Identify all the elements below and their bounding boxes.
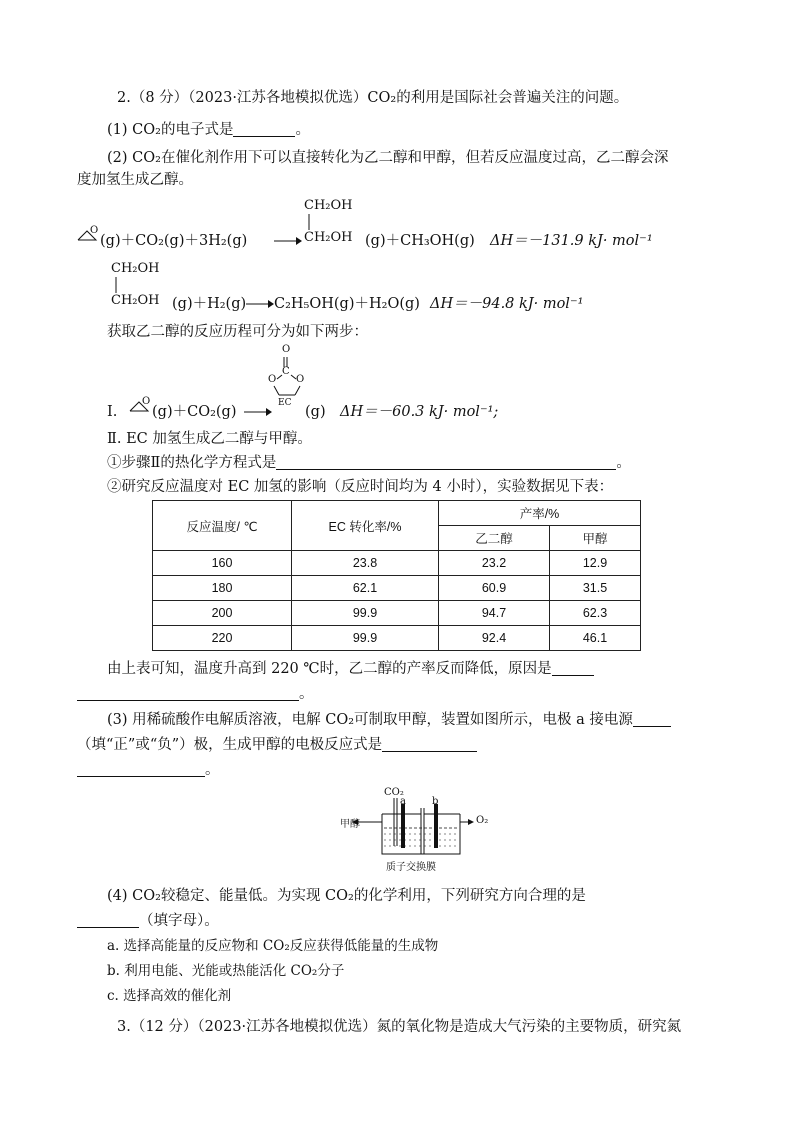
eq1-glycol-top: CH₂OH bbox=[304, 198, 353, 213]
q2-part4-line1: (4) CO₂较稳定、能量低。为实现 CO₂的化学利用，下列研究方向合理的是 bbox=[107, 888, 586, 904]
step1-label: Ⅰ. bbox=[107, 404, 118, 420]
table-cell: 31.5 bbox=[550, 576, 641, 601]
epoxide-o-label: O bbox=[142, 396, 151, 407]
step2: Ⅱ. EC 加氢生成乙二醇与甲醇。 bbox=[107, 431, 312, 447]
eq1-glycol-bottom: CH₂OH bbox=[304, 230, 353, 245]
eq1-rhs: (g)＋CH₃OH(g) bbox=[365, 233, 475, 249]
question-b: ②研究反应温度对 EC 加氢的影响（反应时间均为 4 小时），实验数据见下表： bbox=[107, 479, 614, 495]
conclusion bbox=[107, 659, 594, 679]
fig-electrode-a: a bbox=[400, 796, 406, 807]
table-cell: 62.1 bbox=[292, 576, 439, 601]
table-cell: 99.9 bbox=[292, 626, 439, 651]
fig-electrode-b: b bbox=[432, 796, 439, 807]
bond-line bbox=[114, 277, 118, 293]
table-cell: 99.9 bbox=[292, 601, 439, 626]
ec-o-right: O bbox=[296, 374, 305, 385]
period: 。 bbox=[205, 762, 220, 778]
q2-part3-line2 bbox=[77, 735, 477, 755]
answer-blank[interactable] bbox=[233, 122, 295, 137]
fig-o2-label: O₂ bbox=[476, 815, 489, 826]
option-c: c. 选择高效的催化剂 bbox=[107, 988, 232, 1004]
question-a bbox=[107, 453, 631, 473]
eq1-lhs: (g)＋CO₂(g)＋3H₂(g) bbox=[100, 233, 248, 249]
answer-blank[interactable] bbox=[633, 712, 671, 727]
option-b: b. 利用电能、光能或热能活化 CO₂分子 bbox=[107, 963, 345, 979]
reaction-arrow-icon bbox=[272, 235, 302, 247]
part3-text-2: （填“正”或“负”）极，生成甲醇的电极反应式是 bbox=[77, 737, 383, 753]
q2-part3-line3 bbox=[77, 760, 220, 780]
ec-label: EC bbox=[278, 398, 292, 408]
fig-co2-label: CO₂ bbox=[384, 787, 404, 798]
table-cell: 92.4 bbox=[439, 626, 550, 651]
table-cell: 12.9 bbox=[550, 551, 641, 576]
table-cell: 160 bbox=[153, 551, 292, 576]
step1-rhs: (g) bbox=[305, 404, 326, 420]
eq2-glycol-top: CH₂OH bbox=[111, 261, 160, 276]
answer-blank[interactable] bbox=[382, 737, 477, 752]
table-row bbox=[153, 551, 641, 576]
epoxide-o-label: O bbox=[90, 225, 99, 236]
q2-header: 2.（8 分）（2023·江苏各地模拟优选）CO₂的利用是国际社会普遍关注的问题。 bbox=[117, 90, 629, 106]
table-cell: 60.9 bbox=[439, 576, 550, 601]
answer-blank[interactable] bbox=[77, 913, 139, 928]
fig-methanol-label: 甲醇 bbox=[340, 819, 360, 830]
header-glycol: 乙二醇 bbox=[439, 526, 550, 551]
eq2-rhs: (g)＋H₂(g) bbox=[172, 296, 247, 312]
bond-line bbox=[307, 214, 311, 230]
table-cell: 23.2 bbox=[439, 551, 550, 576]
table-row bbox=[153, 601, 641, 626]
answer-blank[interactable] bbox=[77, 762, 205, 777]
reaction-arrow-icon bbox=[244, 298, 274, 310]
period: 。 bbox=[299, 686, 314, 702]
table-cell: 200 bbox=[153, 601, 292, 626]
table-cell: 23.8 bbox=[292, 551, 439, 576]
ec-o-left: O bbox=[268, 374, 277, 385]
header-temp: 反应温度/ ℃ bbox=[153, 501, 292, 551]
ec-o-top: O bbox=[282, 344, 291, 355]
answer-blank[interactable] bbox=[77, 686, 299, 701]
answer-blank[interactable] bbox=[552, 661, 594, 676]
header-methanol: 甲醇 bbox=[550, 526, 641, 551]
period: 。 bbox=[616, 455, 631, 471]
q2-part4-line2 bbox=[77, 911, 219, 931]
q2-part1 bbox=[107, 120, 310, 140]
header-yield: 产率/% bbox=[439, 501, 641, 526]
header-conversion: EC 转化率/% bbox=[292, 501, 439, 551]
period: 。 bbox=[295, 122, 310, 138]
steps-intro: 获取乙二醇的反应历程可分为如下两步： bbox=[107, 324, 368, 340]
data-table bbox=[152, 500, 641, 651]
step1-lhs: (g)＋CO₂(g) bbox=[152, 404, 237, 420]
part3-text: (3) 用稀硫酸作电解质溶液，电解 CO₂可制取甲醇，装置如图所示，电极 a 接电源 bbox=[107, 712, 633, 728]
q2-part3-line1 bbox=[107, 710, 671, 730]
eq1-dh: ΔH＝－131.9 kJ· mol⁻¹ bbox=[490, 233, 653, 249]
fig-membrane-label: 质子交换膜 bbox=[386, 862, 436, 873]
q2-part2-line1: (2) CO₂在催化剂作用下可以直接转化为乙二醇和甲醇，但若反应温度过高，乙二醇会深 bbox=[107, 150, 669, 166]
table-cell: 46.1 bbox=[550, 626, 641, 651]
step1-dh: ΔH＝－60.3 kJ· mol⁻¹; bbox=[340, 404, 499, 420]
eq2-glycol-bottom: CH₂OH bbox=[111, 293, 160, 308]
table-cell: 180 bbox=[153, 576, 292, 601]
q3-header: 3.（12 分）（2023·江苏各地模拟优选）氮的氧化物是造成大气污染的主要物质，研究氮 bbox=[117, 1019, 682, 1035]
eq2-dh: ΔH＝－94.8 kJ· mol⁻¹ bbox=[430, 296, 584, 312]
table-cell: 94.7 bbox=[439, 601, 550, 626]
table-row bbox=[153, 626, 641, 651]
ec-ring-icon bbox=[268, 372, 308, 398]
q2-part2-line2: 度加氢生成乙醇。 bbox=[77, 172, 193, 188]
question-a-text: ①步骤Ⅱ的热化学方程式是 bbox=[107, 455, 277, 471]
table-cell: 220 bbox=[153, 626, 292, 651]
eq2-products: C₂H₅OH(g)＋H₂O(g) bbox=[274, 296, 420, 312]
part4-text-2: （填字母）。 bbox=[139, 913, 219, 929]
q2-part1-text: (1) CO₂的电子式是 bbox=[107, 122, 234, 138]
answer-blank[interactable] bbox=[276, 455, 616, 470]
table-cell: 62.3 bbox=[550, 601, 641, 626]
conclusion-line2 bbox=[77, 684, 314, 704]
option-a: a. 选择高能量的反应物和 CO₂反应获得低能量的生成物 bbox=[107, 938, 439, 954]
ec-c-atom: C bbox=[282, 366, 290, 377]
table-row bbox=[153, 576, 641, 601]
conclusion-text: 由上表可知，温度升高到 220 ℃时，乙二醇的产率反而降低，原因是 bbox=[107, 661, 552, 677]
reaction-arrow-icon bbox=[242, 406, 272, 418]
